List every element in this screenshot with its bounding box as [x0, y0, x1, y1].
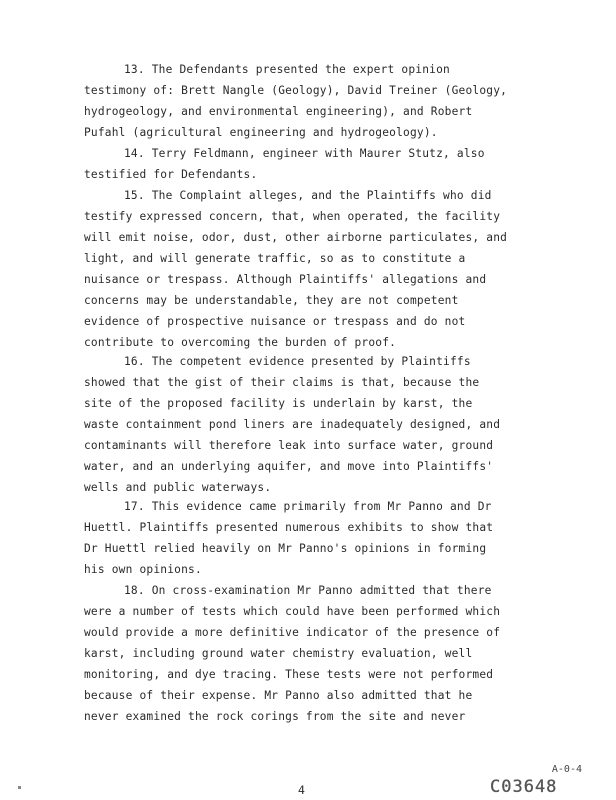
- bates-number: C03648: [490, 777, 558, 797]
- paragraph-line: water, and an underlying aquifer, and move into Plaintiffs': [84, 460, 494, 473]
- paragraph-17: [84, 496, 534, 580]
- paragraph-line: evidence of prospective nuisance or trespass and do not: [84, 315, 466, 328]
- paragraph-line: wells and public waterways.: [84, 481, 272, 494]
- paragraph-line: site of the proposed facility is underlain by karst, the: [84, 397, 473, 410]
- paragraph-line: hydrogeology, and environmental engineering), and Robert: [84, 105, 473, 118]
- paragraph-line: waste containment pond liners are inadequately designed, and: [84, 418, 501, 431]
- paragraph-line: 17. This evidence came primarily from Mr Panno and Dr: [124, 500, 492, 513]
- paragraph-line: showed that the gist of their claims is that, because the: [84, 376, 480, 389]
- paragraph-line: contribute to overcoming the burden of proof.: [84, 336, 397, 349]
- paragraph-line: concerns may be understandable, they are not competent: [84, 294, 459, 307]
- paragraph-line: light, and will generate traffic, so as to constitute a: [84, 252, 466, 265]
- paragraph-line: Dr Huettl relied heavily on Mr Panno's opinions in forming: [84, 542, 487, 555]
- paragraph-line: testimony of: Brett Nangle (Geology), David Treiner (Geology,: [84, 84, 508, 97]
- paragraph-line: contaminants will therefore leak into surface water, ground: [84, 439, 494, 452]
- exhibit-label: A-0-4: [551, 764, 582, 775]
- paragraph-line: will emit noise, odor, dust, other airborne particulates, and: [84, 231, 508, 244]
- paragraph-15: [84, 185, 534, 353]
- paragraph-14: [84, 143, 534, 185]
- paragraph-line: Pufahl (agricultural engineering and hydrogeology).: [84, 126, 438, 139]
- paragraph-line: 13. The Defendants presented the expert opinion: [124, 63, 450, 76]
- paragraph-line: testify expressed concern, that, when operated, the facility: [84, 210, 501, 223]
- paragraph-line: 16. The competent evidence presented by Plaintiffs: [124, 355, 471, 368]
- paragraph-line: never examined the rock corings from the site and never: [84, 710, 466, 723]
- paragraph-line: Huettl. Plaintiffs presented numerous exhibits to show that: [84, 521, 494, 534]
- paragraph-line: because of their expense. Mr Panno also admitted that he: [84, 689, 473, 702]
- paragraph-16: [84, 351, 534, 498]
- paragraph-line: would provide a more definitive indicator of the presence of: [84, 626, 501, 639]
- paragraph-line: 15. The Complaint alleges, and the Plaintiffs who did: [124, 189, 492, 202]
- paragraph-13: [84, 59, 534, 143]
- paragraph-line: karst, including ground water chemistry evaluation, well: [84, 647, 473, 660]
- paragraph-18: [84, 580, 534, 727]
- paragraph-line: testified for Defendants.: [84, 168, 258, 181]
- paragraph-line: 18. On cross-examination Mr Panno admitted that there: [124, 584, 492, 597]
- paragraph-line: his own opinions.: [84, 563, 202, 576]
- scan-speck: [18, 786, 21, 789]
- paragraph-line: were a number of tests which could have been performed which: [84, 605, 501, 618]
- paragraph-line: nuisance or trespass. Although Plaintiffs' allegations and: [84, 273, 487, 286]
- paragraph-line: monitoring, and dye tracing. These tests were not performed: [84, 668, 494, 681]
- page-number: 4: [298, 783, 305, 797]
- paragraph-line: 14. Terry Feldmann, engineer with Maurer Stutz, also: [124, 147, 485, 160]
